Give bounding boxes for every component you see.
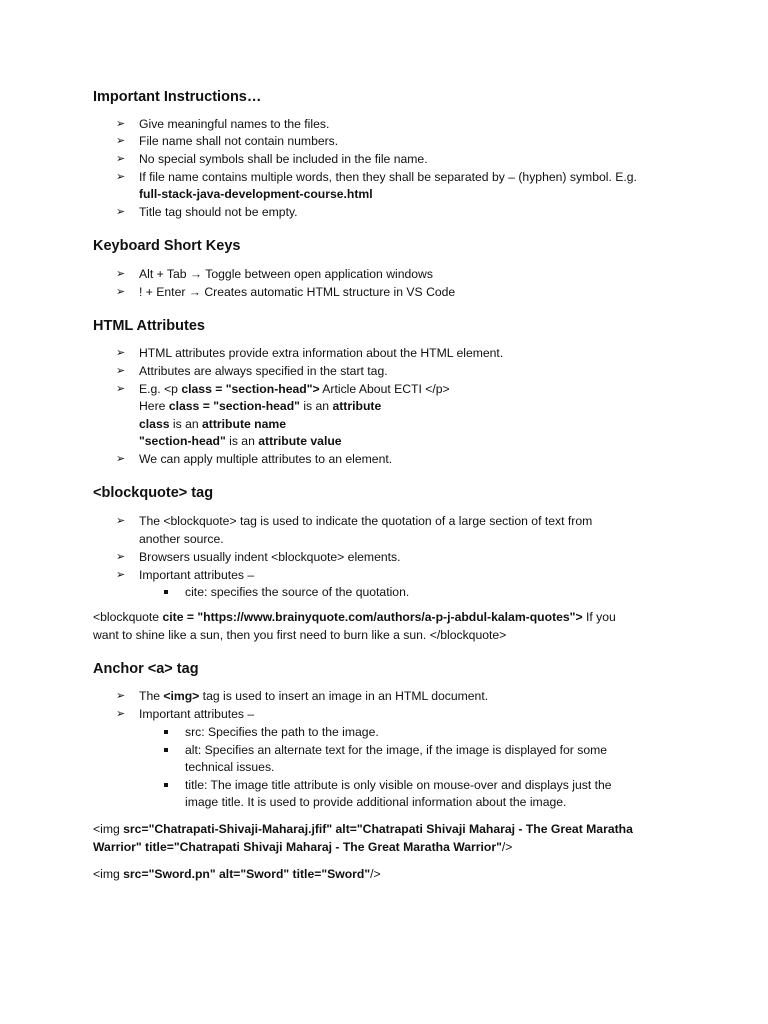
list-item: The <blockquote> tag is used to indicate the quotation of a large section of text from	[139, 514, 593, 528]
sub-list-item: src: Specifies the path to the image.	[185, 725, 379, 739]
square-bullet-icon	[164, 590, 168, 594]
example-filename: full-stack-java-development-course.html	[139, 187, 373, 201]
list-item: Attributes are always specified in the start tag.	[139, 364, 388, 378]
list-item: The <img> tag is used to insert an image in an HTML document.	[139, 689, 489, 703]
arrow-bullet-icon: ➢	[116, 171, 126, 183]
list-item: ! + Enter → Creates automatic HTML structure in VS Code	[139, 285, 456, 299]
list-item: Give meaningful names to the files.	[139, 117, 330, 131]
sub-list-item: alt: Specifies an alternate text for the image, if the image is displayed for some	[185, 743, 608, 757]
sub-list-item: title: The image title attribute is only visible on mouse-over and displays just the	[185, 778, 612, 792]
list-item-continuation: another source.	[139, 532, 224, 546]
arrow-bullet-icon: ➢	[116, 690, 126, 702]
list-item: HTML attributes provide extra information about the HTML element.	[139, 346, 504, 360]
arrow-bullet-icon: ➢	[116, 286, 126, 298]
img-code-line-2: Warrior" title="Chatrapati Shivaji Maharaj - The Great Maratha Warrior"/>	[93, 840, 513, 854]
sub-list-item-continuation: image title. It is used to provide additional information about the image.	[185, 795, 567, 809]
list-item: File name shall not contain numbers.	[139, 134, 339, 148]
arrow-bullet-icon: ➢	[116, 268, 126, 280]
arrow-bullet-icon: ➢	[116, 383, 126, 395]
heading-html-attributes: HTML Attributes	[93, 318, 205, 334]
arrow-bullet-icon: ➢	[116, 347, 126, 359]
list-item: Alt + Tab → Toggle between open application windows	[139, 267, 433, 281]
arrow-bullet-icon: ➢	[116, 708, 126, 720]
heading-keyboard-short-keys: Keyboard Short Keys	[93, 238, 241, 254]
attribute-name-line: class is an attribute name	[139, 417, 287, 431]
sub-list-item-continuation: technical issues.	[185, 760, 275, 774]
img-code-line-3: <img src="Sword.pn" alt="Sword" title="Sword"/>	[93, 867, 381, 881]
blockquote-code-line-2: want to shine like a sun, then you first need to burn like a sun. </blockquote>	[93, 628, 507, 642]
attribute-example-line: E.g. <p class = "section-head"> Article About ECTI </p>	[139, 382, 450, 396]
arrow-bullet-icon: ➢	[116, 515, 126, 527]
list-item: Important attributes –	[139, 568, 255, 582]
arrow-bullet-icon: ➢	[116, 206, 126, 218]
arrow-bullet-icon: ➢	[116, 453, 126, 465]
arrow-bullet-icon: ➢	[116, 153, 126, 165]
heading-important-instructions: Important Instructions…	[93, 89, 262, 105]
heading-blockquote-tag: <blockquote> tag	[93, 485, 214, 501]
list-item: Title tag should not be empty.	[139, 205, 298, 219]
blockquote-code-line-1: <blockquote cite = "https://www.brainyquote.com/authors/a-p-j-abdul-kalam-quotes"> If you	[93, 610, 616, 624]
list-item: No special symbols shall be included in the file name.	[139, 152, 428, 166]
list-item: Browsers usually indent <blockquote> elements.	[139, 550, 401, 564]
arrow-bullet-icon: ➢	[116, 569, 126, 581]
list-item: Important attributes –	[139, 707, 255, 721]
list-item: We can apply multiple attributes to an element.	[139, 452, 393, 466]
list-item: If file name contains multiple words, then they shall be separated by – (hyphen) symbol. E.g.	[139, 170, 637, 184]
square-bullet-icon	[164, 730, 168, 734]
arrow-bullet-icon: ➢	[116, 118, 126, 130]
heading-anchor-tag: Anchor <a> tag	[93, 661, 199, 677]
arrow-bullet-icon: ➢	[116, 551, 126, 563]
sub-list-item: cite: specifies the source of the quotation.	[185, 585, 410, 599]
attribute-value-line: "section-head" is an attribute value	[139, 434, 342, 448]
attribute-explanation-line: Here class = "section-head" is an attribute	[139, 399, 382, 413]
arrow-bullet-icon: ➢	[116, 365, 126, 377]
img-code-line-1: <img src="Chatrapati-Shivaji-Maharaj.jfif" alt="Chatrapati Shivaji Maharaj - The Great Maratha	[93, 822, 633, 836]
square-bullet-icon	[164, 783, 168, 787]
square-bullet-icon	[164, 748, 168, 752]
arrow-bullet-icon: ➢	[116, 135, 126, 147]
